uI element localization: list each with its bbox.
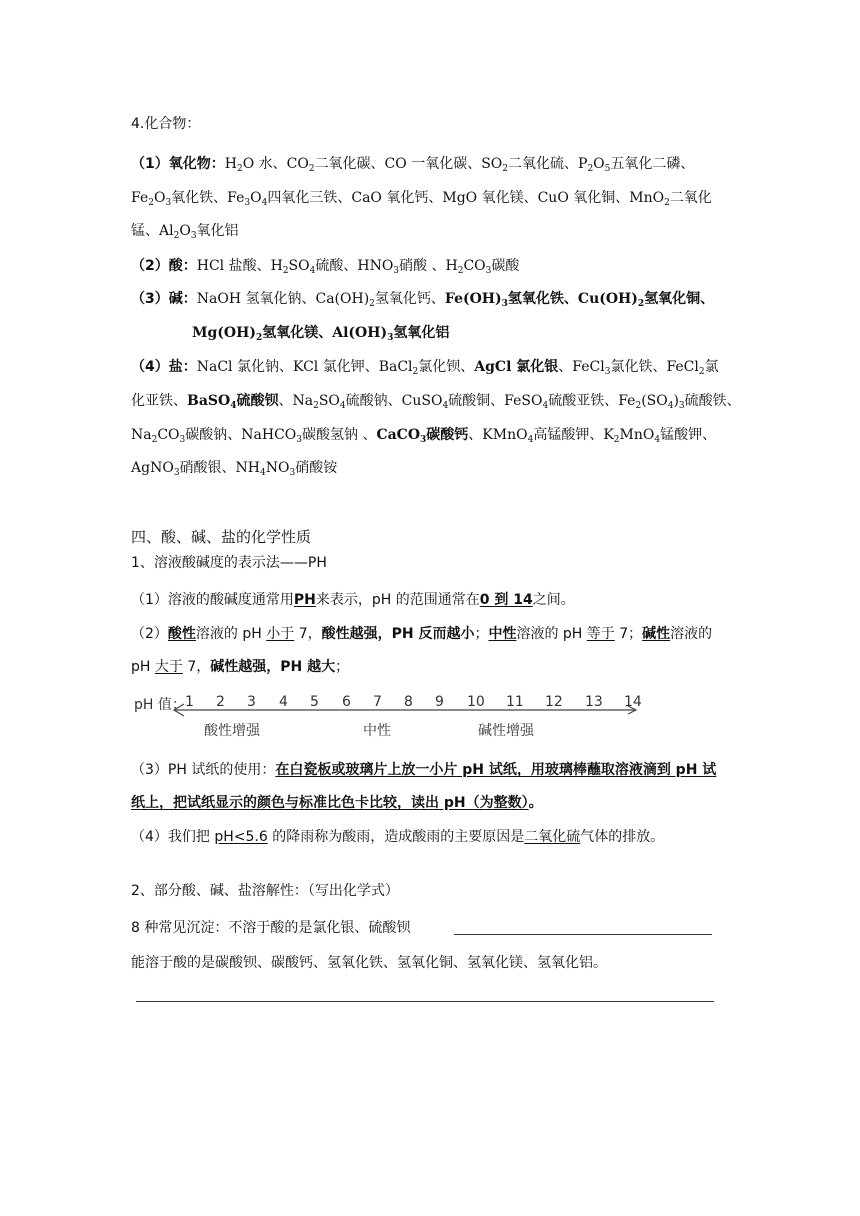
- ph-tick-14: 14: [624, 694, 642, 710]
- oxides-line-1: [131, 154, 694, 174]
- ph-tick-10: 10: [467, 694, 485, 710]
- salts-label: （4）盐：: [131, 359, 197, 375]
- section-4-title: 4.化合物：: [131, 116, 201, 132]
- oxides-text-1: $H_2O$ 水、$CO_2$二氧化碳、CO 一氧化碳、$SO_2$二氧化硫、$P_2O_5$五氧化二磷、: [224, 156, 695, 174]
- oxides-label: （1）氧化物：: [131, 156, 225, 172]
- bases-line-2: $Mg(OH)_2$氢氧化镁、$Al(OH)_3$氢氧化铝: [192, 325, 450, 343]
- ph-tick-3: 3: [247, 694, 256, 710]
- subsection-2-title: 2、部分酸、碱、盐溶解性：（写出化学式）: [131, 883, 399, 899]
- ph-paragraph-3-line-1: （3）PH 试纸的使用：在白瓷板或玻璃片上放一小片 pH 试纸，用玻璃棒蘸取溶液滴到 pH 试: [131, 762, 717, 778]
- answer-blank-1[interactable]: [454, 934, 712, 935]
- oxides-line-2: $Fe_2O_3$氧化铁、$Fe_3O_4$四氧化三铁、CaO 氧化钙、MgO 氧化镁、CuO 氧化铜、MnO$_2$二氧化: [131, 190, 712, 208]
- part-4-heading: 四、酸、碱、盐的化学性质: [131, 528, 312, 546]
- ph-tick-11: 11: [506, 694, 524, 710]
- answer-blank-2[interactable]: [136, 1001, 714, 1002]
- ph-scale-diagram: [130, 686, 650, 742]
- precipitate-question-line: 8 种常见沉淀：不溶于酸的是氯化银、硫酸钡: [131, 920, 411, 936]
- ph-tick-1: 1: [185, 694, 194, 710]
- ph-paragraph-2-line-2: pH 大于 7，碱性越强，PH 越大；: [131, 659, 350, 675]
- ph-base-label: 碱性增强: [478, 723, 534, 739]
- bases-label: （3）碱：: [131, 291, 197, 307]
- ph-tick-4: 4: [279, 694, 288, 710]
- ph-tick-2: 2: [216, 694, 225, 710]
- ph-paragraph-3-line-2: 纸上，把试纸显示的颜色与标准比色卡比较，读出 pH（为整数）。: [131, 795, 543, 811]
- ph-tick-5: 5: [310, 694, 319, 710]
- ph-tick-8: 8: [404, 694, 413, 710]
- ph-tick-13: 13: [585, 694, 603, 710]
- ph-paragraph-4: （4）我们把 pH<5.6 的降雨称为酸雨，造成酸雨的主要原因是二氧化硫气体的排放。: [131, 829, 665, 845]
- acids-line: （2）酸：HCl 盐酸、$H_2SO_4$硫酸、$HNO_3$硝酸 、$H_2CO_3$碳酸: [131, 258, 520, 276]
- ph-tick-6: 6: [342, 694, 351, 710]
- ph-tick-7: 7: [373, 694, 382, 710]
- ph-neutral-label: 中性: [363, 723, 391, 739]
- bases-line-1: （3）碱：NaOH 氢氧化钠、$Ca(OH)_2$氢氧化钙、$Fe(OH)_3$氢氧化铁、$Cu(OH)_2$氢氧化铜、: [131, 291, 715, 309]
- subsection-1-title: 1、溶液酸碱度的表示法——PH: [131, 555, 327, 571]
- ph-paragraph-2-line-1: （2）酸性溶液的 pH 小于 7，酸性越强，PH 反而越小；中性溶液的 pH 等于 7；碱性溶液的: [131, 626, 713, 642]
- salts-line-1: （4）盐：NaCl 氯化钠、KCl 氯化钾、BaCl$_2$氯化钡、AgCl 氯化银、FeCl$_3$氯化铁、FeCl$_2$氯: [131, 359, 719, 377]
- acid-soluble-line: 能溶于酸的是碳酸钡、碳酸钙、氢氧化铁、氢氧化铜、氢氧化镁、氢氧化铝。: [131, 955, 607, 971]
- salts-line-3: $Na_2CO_3$碳酸钠、NaHCO$_3$碳酸氢钠 、CaCO$_3$碳酸钙、KMnO$_4$高锰酸钾、$K_2MnO_4$锰酸钾、: [131, 427, 717, 445]
- acids-label: （2）酸：: [131, 258, 197, 274]
- ph-paragraph-1: （1）溶液的酸碱度通常用PH来表示，pH 的范围通常在0 到 14之间。: [131, 592, 575, 608]
- salts-line-4: AgNO$_3$硝酸银、$NH_4NO_3$硝酸铵: [131, 460, 338, 478]
- ph-acid-label: 酸性增强: [204, 723, 260, 739]
- salts-line-2: 化亚铁、BaSO$_4$硫酸钡、$Na_2SO_4$硫酸钠、CuSO$_4$硫酸铜、FeSO$_4$硫酸亚铁、$Fe_2(SO_4)_3$硫酸铁、: [131, 393, 741, 411]
- ph-scale-label: pH 值：: [134, 697, 186, 713]
- ph-tick-9: 9: [435, 694, 444, 710]
- ph-tick-12: 12: [545, 694, 563, 710]
- oxides-line-3: 锰、$Al_2O_3$氧化铝: [131, 223, 239, 241]
